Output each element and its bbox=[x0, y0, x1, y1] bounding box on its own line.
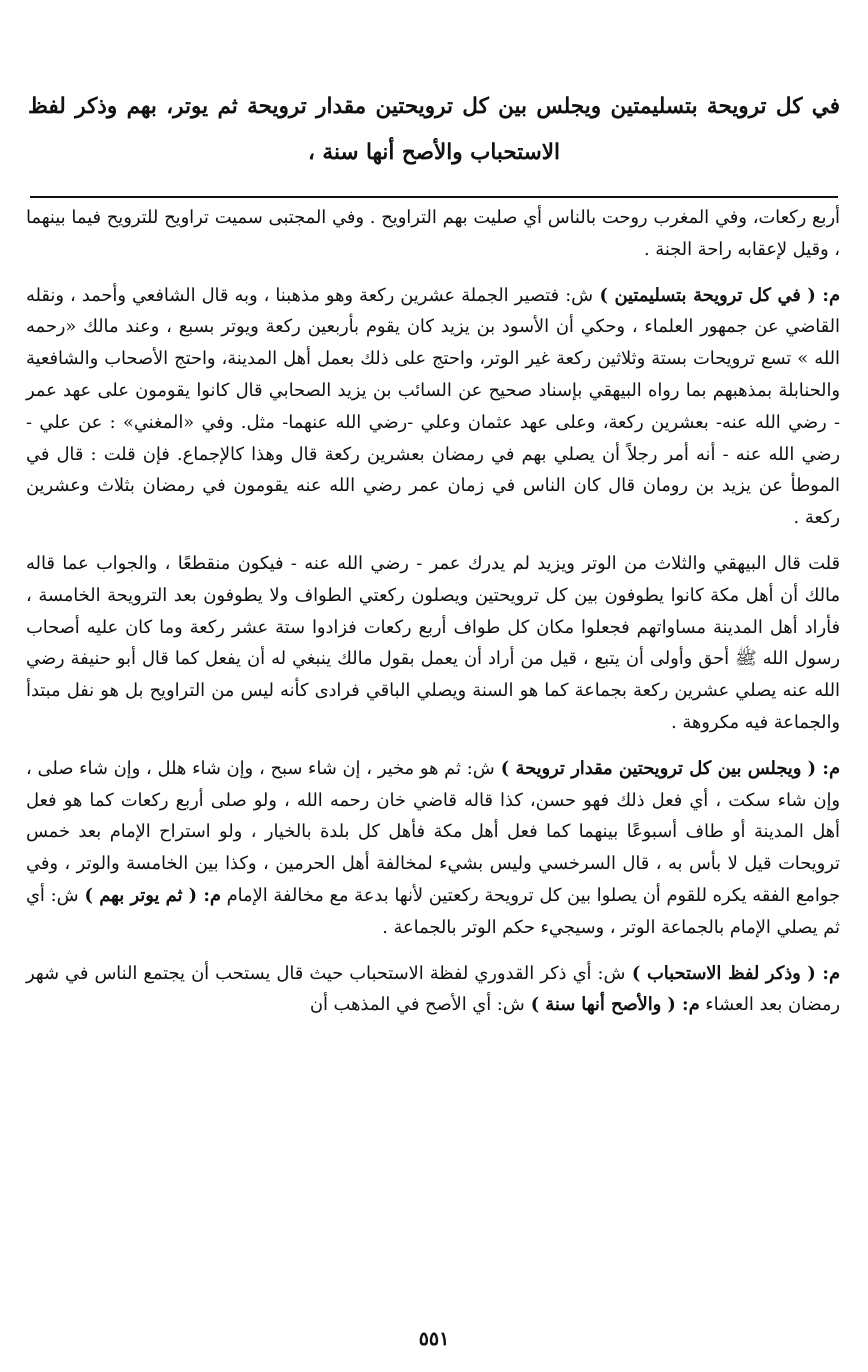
text-segment: ش: أي الأصح في المذهب أن bbox=[309, 994, 525, 1016]
commentary-body bbox=[26, 202, 840, 1021]
matn-quote: م: ( في كل ترويحة بتسليمتين ) bbox=[592, 284, 840, 306]
text-segment: ش: أي ثم يصلي الإمام بالجماعة الوتر ، وسيجيء حكم الوتر بالجماعة . bbox=[26, 884, 840, 938]
text-segment: قلت قال البيهقي والثلاث من الوتر ويزيد لم يدرك عمر - رضي الله عنه - فيكون منقطعًا ، والجواب عما قاله مالك أن أهل مكة كانوا يطوفون بين كل ترويحتين ويصلون ركعتي الطواف ولا يطوفون بعد الترويحة الخامسة ، فأراد أهل المدينة مساواتهم فجعلوا مكان كل طواف أربع ركعات فزادوا ستة عشر ركعة وما كان عليه أصحاب رسول الله ﷺ أحق وأولى أن يتبع ، قيل من أراد أن يعمل بقول مالك ينبغي له أن يفعل كما قال أبو حنيفة رضي الله عنه يصلي عشرين ركعة بجماعة كما هو السنة ويصلي الباقي فرادى كأنه ليس من التراويح بل هو نفل مبتدأ والجماعة فيه مكروهة . bbox=[26, 552, 840, 733]
matn-quote: م: ( وذكر لفظ الاستحباب ) bbox=[625, 962, 840, 984]
page-header-text: في كل ترويحة بتسليمتين ويجلس بين كل ترويحتين مقدار ترويحة ثم يوتر، بهم وذكر لفظ الاستحباب والأصح أنها سنة ، bbox=[28, 94, 840, 165]
paragraph bbox=[26, 958, 840, 1022]
paragraph bbox=[26, 548, 840, 739]
paragraph bbox=[26, 280, 840, 534]
matn-quote: م: ( ثم يوتر بهم ) bbox=[78, 884, 221, 906]
matn-quote: م: ( ويجلس بين كل ترويحتين مقدار ترويحة ) bbox=[494, 757, 840, 779]
header-divider bbox=[30, 196, 838, 198]
text-segment: ش: ثم هو مخير ، إن شاء سبح ، وإن شاء هلل ، وإن شاء صلى ، وإن شاء سكت ، أي فعل ذلك فهو حسن، كذا قاله قاضي خان رحمه الله ، ولو صلى أربع ركعات كما هو فعل أهل المدينة أو طاف أسبوعًا بينهما كما فعل أهل مكة فأهل كل بلدة بالخيار ، ولو استراح الإمام بعد خمس ترويحات قيل لا بأس به ، قال السرخسي وليس بشيء لمخالفة أهل الحرمين ، وكذا بين الخامسة والوتر ، وفي جوامع الفقه يكره للقوم أن يصلوا بين كل ترويحة ركعتين لأنها بدعة مع مخالفة الإمام bbox=[26, 757, 840, 906]
page-number: ٥٥١ bbox=[418, 1328, 450, 1350]
paragraph bbox=[26, 202, 840, 266]
text-segment: أربع ركعات، وفي المغرب روحت بالناس أي صليت بهم التراويح . وفي المجتبى سميت تراويح للترويح فيما بينهما ، وقيل لإعقابه راحة الجنة . bbox=[26, 207, 840, 260]
matn-quote: م: ( والأصح أنها سنة ) bbox=[524, 994, 700, 1016]
text-segment: ش: فتصير الجملة عشرين ركعة وهو مذهبنا ، وبه قال الشافعي وأحمد ، ونقله القاضي عن جمهور العلماء ، وحكي أن الأسود بن يزيد كان يقوم بأربعين ركعة ويوتر بسبع ، وعند مالك «رحمه الله » تسع ترويحات بستة وثلاثين ركعة غير الوتر، واحتج على ذلك بعمل أهل المدينة، واحتج الأصحاب والشافعية والحنابلة بمذهبهم بما رواه البيهقي بإسناد صحيح عن السائب بن يزيد الصحابي قال كانوا يقومون على عهد عمر - رضي الله عنه- بعشرين ركعة، وعلى عهد عثمان وعلي -رضي الله عنهما- مثل. وفي «المغني» : عن علي - رضي الله عنه - أنه أمر رجلاً أن يصلي بهم في رمضان بعشرين ركعة قال وهذا كالإجماع. فإن قلت : قال في الموطأ عن يزيد بن رومان قال كان الناس في زمان عمر رضي الله عنه يقومون في رمضان بثلاث وعشرين ركعة . bbox=[26, 284, 840, 529]
text-segment: ش: أي ذكر القدوري لفظة الاستحباب حيث قال يستحب أن يجتمع الناس في شهر رمضان بعد العشاء bbox=[26, 962, 840, 1016]
paragraph bbox=[26, 753, 840, 944]
